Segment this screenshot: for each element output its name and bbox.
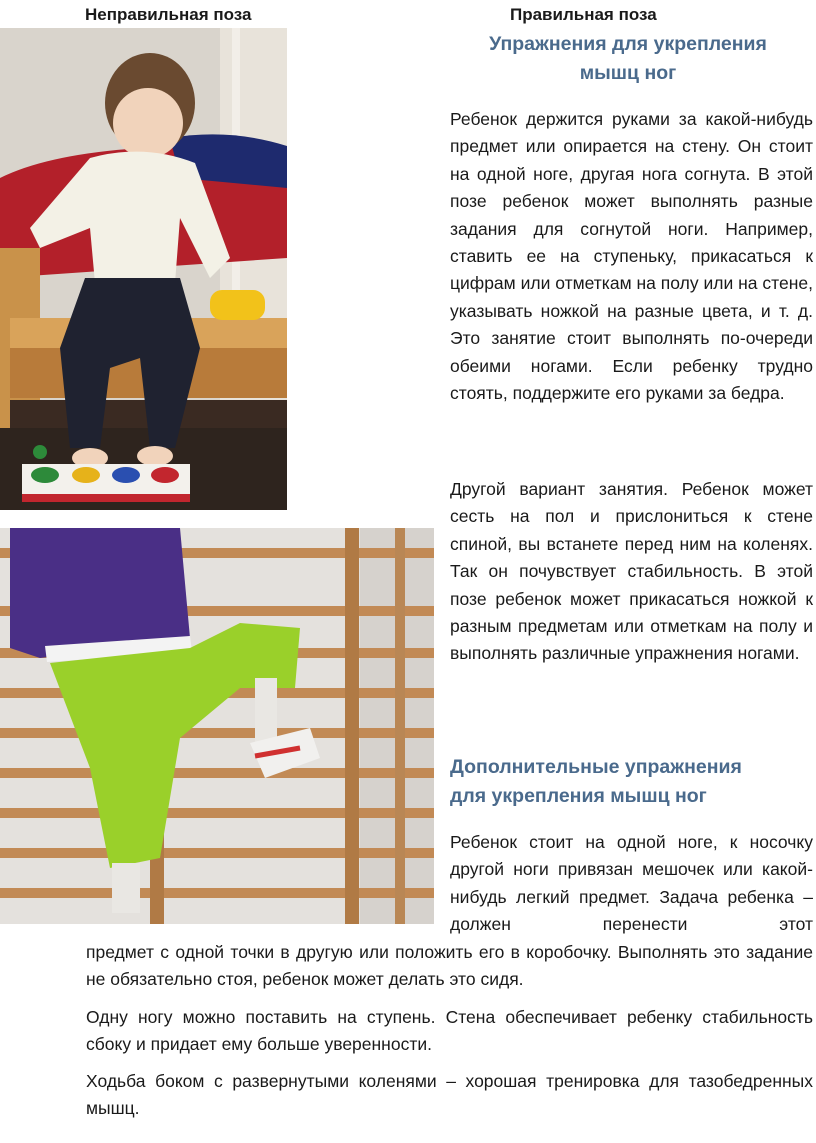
- section2-paragraph-1-continued: предмет с одной точки в другую или положить его в коробочку. Выполнять это задание не обязательно стоя, ребенок может делать это сидя.: [86, 942, 813, 990]
- section1-paragraph-2: Другой вариант занятия. Ребенок может сесть на пол и прислониться к стене спиной, вы встанете перед ним на коленях. Так он почувствует стабильность. В этой позе ребенок может прикасаться ножкой к разным предметам или отметкам на полу и выполнять различные упражнения ногами.: [450, 479, 813, 664]
- section2-paragraph-1-column: Ребенок стоит на одной ноге, к носочку другой ноги привязан мешочек или какой-нибудь легкий предмет. Задача ребенка – должен перенести этот: [450, 832, 813, 935]
- label-right-pose: Правильная поза: [510, 5, 657, 24]
- section2-title: [450, 753, 816, 811]
- section2-paragraph-3: Ходьба боком с развернутыми коленями – хорошая тренировка для тазобедренных мышц.: [86, 1071, 813, 1119]
- section1-paragraph-1: Ребенок держится руками за какой-нибудь предмет или опирается на стену. Он стоит на одной ноге, другая нога согнута. В этой позе ребенок может выполнять разные задания для согнутой ноги. Например, ставить ее на ступеньку, прикасаться к цифрам или отметкам на полу или на стене, указывать ножкой на разные цвета, и т. д. Это занятие стоит выполнять по-очереди обеими ногами. Если ребенку трудно стоять, поддержите его руками за бедра.: [450, 109, 813, 404]
- photo-child-wall-bars: [0, 528, 434, 924]
- section2-paragraph-2: Одну ногу можно поставить на ступень. Стена обеспечивает ребенку стабильность сбоку и придает ему больше уверенности.: [86, 1007, 813, 1055]
- section1-title-line2: мышц ног: [579, 62, 677, 84]
- section2-title-line1: Дополнительные упражнения: [450, 756, 742, 778]
- label-wrong-pose: Неправильная поза: [85, 5, 252, 24]
- section1-title: [440, 30, 816, 88]
- section1-title-line1: Упражнения для укрепления: [489, 33, 767, 55]
- photo-child-sitting: [0, 28, 287, 510]
- section2-title-line2: для укрепления мышц ног: [450, 785, 707, 807]
